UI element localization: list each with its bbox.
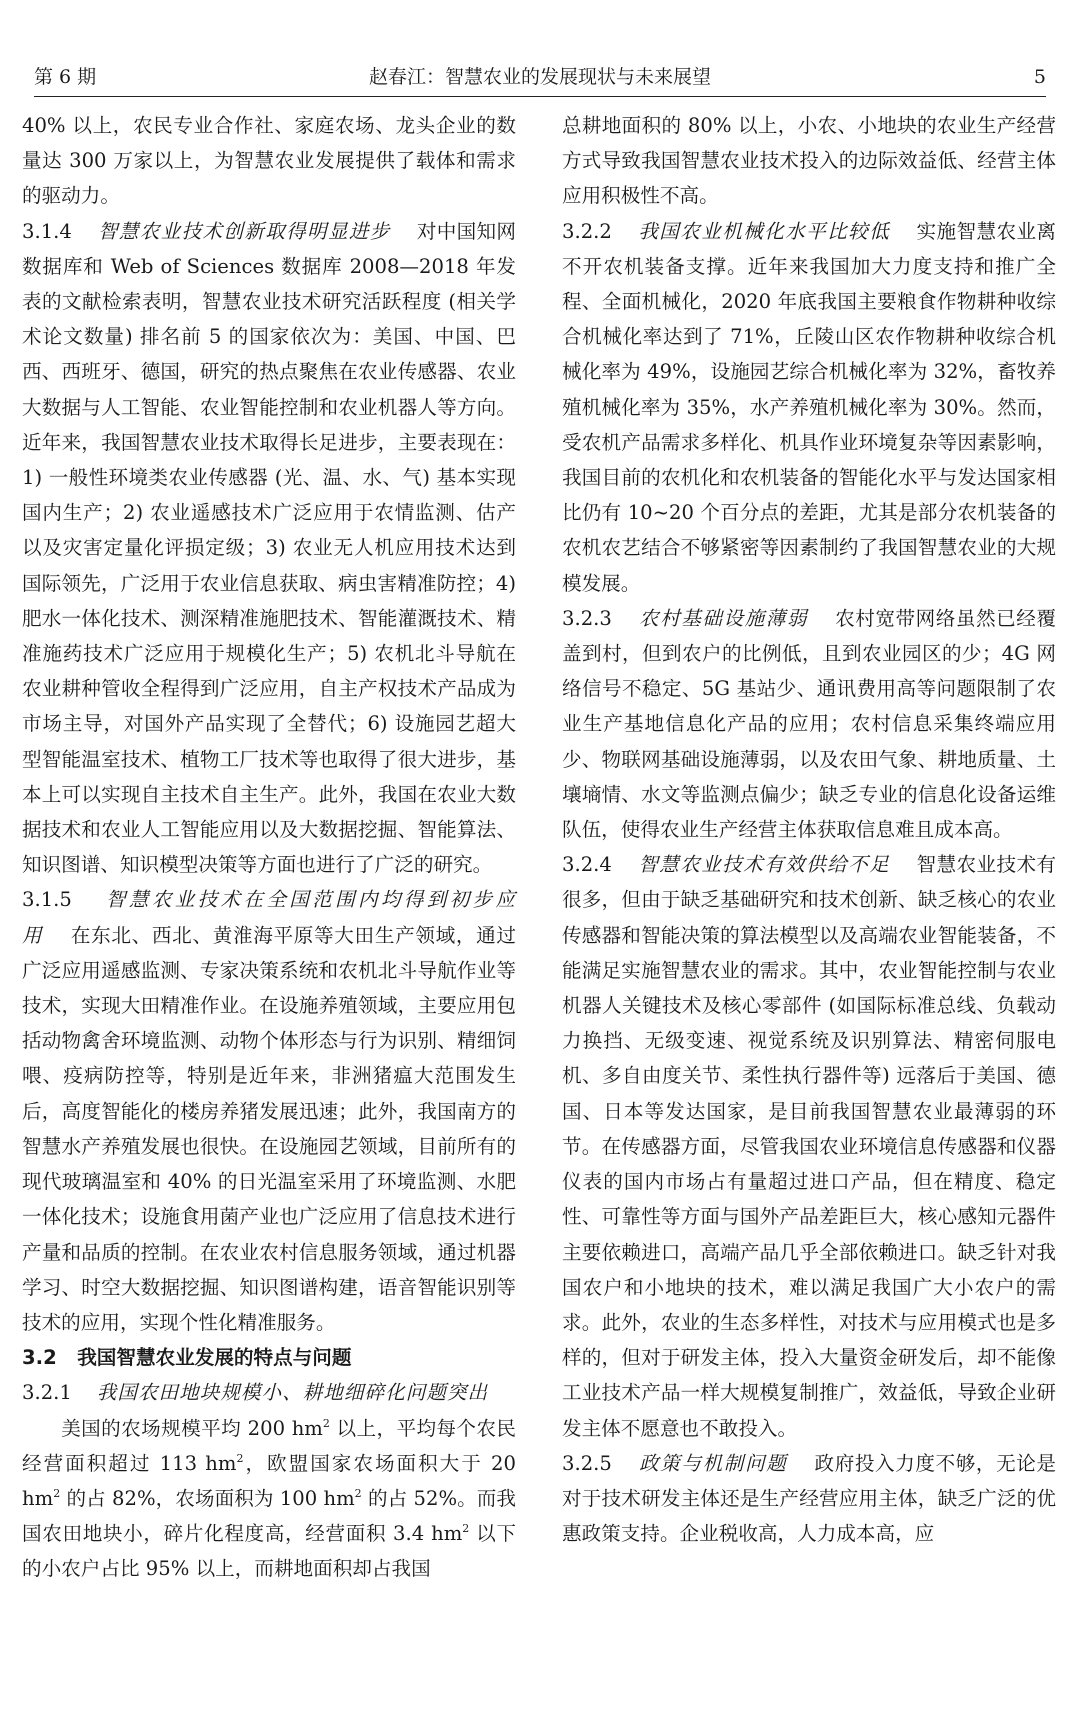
paragraph-continued: 总耕地面积的 80% 以上，小农、小地块的农业生产经营方式导致我国智慧农业技术投入的边际效益低、经营主体应用积极性不高。 (562, 114, 1056, 208)
section-number: 3.2.1 (22, 1381, 72, 1405)
superscript: 2 (53, 1486, 61, 1500)
running-title: 赵春江：智慧农业的发展现状与未来展望 (368, 66, 711, 88)
superscript: 2 (462, 1522, 470, 1536)
right-column (562, 108, 1056, 1551)
section-number: 3.2.2 (562, 219, 612, 243)
text-run: 的占 82%，农场面积为 100 hm (60, 1486, 355, 1510)
paragraph-continued: 40% 以上，农民专业合作社、家庭农场、龙头企业的数量达 300 万家以上，为智慧农业发展提供了载体和需求的驱动力。 (22, 114, 516, 208)
section-number: 3.1.5 (22, 888, 72, 912)
section-3-2-3 (562, 601, 1056, 847)
superscript: 2 (322, 1416, 330, 1430)
text-run: 以上，平均每个农民经营面积超过 113 hm (22, 1416, 516, 1475)
section-3-2-5 (562, 1446, 1056, 1552)
page-number: 5 (1033, 66, 1046, 88)
superscript: 2 (354, 1486, 362, 1500)
section-3-1-4 (22, 214, 516, 883)
section-3-2-4 (562, 847, 1056, 1445)
heading-title: 我国智慧农业发展的特点与问题 (77, 1346, 352, 1370)
left-column (22, 108, 516, 1587)
superscript: 2 (236, 1451, 244, 1465)
section-number: 3.2.5 (562, 1451, 612, 1475)
section-3-2-1-heading (22, 1375, 516, 1410)
section-heading-3-2 (22, 1340, 516, 1375)
section-body: 在东北、西北、黄淮海平原等大田生产领域，通过广泛应用遥感监测、专家决策系统和农机北斗导航作业等技术，实现大田精准作业。在设施养殖领域，主要应用包括动物禽舍环境监测、动物个体形态与行为识别、精细饲喂、疫病防控等，特别是近年来，非洲猪瘟大范围发生后，高度智能化的楼房养猪发展迅速；此外，我国南方的智慧水产养殖发展也很快。在设施园艺领域，目前所有的现代玻璃温室和 40% 的日光温室采用了环境监测、水肥一体化技术；设施食用菌产业也广泛应用了信息技术进行产量和品质的控制。在农业农村信息服务领域，通过机器学习、时空大数据挖掘、知识图谱构建，语音智能识别等技术的应用，实现个性化精准服务。 (22, 923, 516, 1334)
section-number: 3.2.3 (562, 606, 612, 630)
section-3-1-5 (22, 882, 516, 1340)
section-title: 智慧农业技术创新取得明显进步 (98, 219, 391, 243)
section-3-2-2 (562, 214, 1056, 601)
text-run: 美国的农场规模平均 200 hm (61, 1416, 323, 1440)
section-number: 3.1.4 (22, 219, 72, 243)
section-title: 智慧农业技术有效供给不足 (638, 853, 891, 877)
section-body: 智慧农业技术有很多，但由于缺乏基础研究和技术创新、缺乏核心的农业传感器和智能决策的算法模型以及高端农业智能装备，不能满足实施智慧农业的需求。其中，农业智能控制与农业机器人关键技术及核心零部件 (如国际标准总线、负载动力换挡、无级变速、视觉系统及识别算法、精密伺服电机、多自由度关节、柔性执行器件等) 远落后于美国、德国、日本等发达国家，是目前我国智慧农业最薄弱的环节。在传感器方面，尽管我国农业环境信息传感器和仪器仪表的国内市场占有量超过进口产品，但在精度、稳定性、可靠性等方面与国外产品差距巨大，核心感知元器件主要依赖进口，高端产品几乎全部依赖进口。缺乏针对我国农户和小地块的技术，难以满足我国广大小农户的需求。此外，农业的生态多样性，对技术与应用模式也是多样的，但对于研发主体，投入大量资金研发后，却不能像工业技术产品一样大规模复制推广，效益低，导致企业研发主体不愿意也不敢投入。 (562, 853, 1057, 1440)
section-body: 对中国知网数据库和 Web of Sciences 数据库 2008—2018 年发表的文献检索表明，智慧农业技术研究活跃程度 (相关学术论文数量) 排名前 5 的国家依次为：美国、中国、巴西、西班牙、德国，研究的热点聚焦在农业传感器、农业大数据与人工智能、农业智能控制和农业机器人等方向。近年来，我国智慧农业技术取得长足进步，主要表现在：1) 一般性环境类农业传感器 (光、温、水、气) 基本实现国内生产；2) 农业遥感技术广泛应用于农情监测、估产以及灾害定量化评损定级；3) 农业无人机应用技术达到国际领先，广泛用于农业信息获取、病虫害精准防控；4) 肥水一体化技术、测深精准施肥技术、智能灌溉技术、精准施药技术广泛应用于规模化生产；5) 农机北斗导航在农业耕种管收全程得到广泛应用，自主产权技术产品成为市场主导，对国外产品实现了全替代；6) 设施园艺超大型智能温室技术、植物工厂技术等也取得了很大进步，基本上可以实现自主技术自主生产。此外，我国在农业大数据技术和农业人工智能应用以及大数据挖掘、智能算法、知识图谱、知识模型决策等方面也进行了广泛的研究。 (22, 219, 517, 877)
section-body: 实施智慧农业离不开农机装备支撑。近年来我国加大力度支持和推广全程、全面机械化，2020 年底我国主要粮食作物耕种收综合机械化率达到了 71%，丘陵山区农作物耕种收综合机械化率为 49%，设施园艺综合机械化率为 32%，畜牧养殖机械化率为 35%，水产养殖机械化率为 30%。然而，受农机产品需求多样化、机具作业环境复杂等因素影响，我国目前的农机化和农机装备的智能化水平与发达国家相比仍有 10~20 个百分点的差距，尤其是部分农机装备的农机农艺结合不够紧密等因素制约了我国智慧农业的大规模发展。 (562, 219, 1057, 595)
section-title: 我国农田地块规模小、耕地细碎化问题突出 (96, 1381, 489, 1405)
text-run: ，欧盟国家农场面积大于 20 hm (22, 1451, 516, 1510)
section-number: 3.2.4 (562, 853, 612, 877)
text-run: 的占 52%。而我国农田地块小，碎片化程度高，经营面积 3.4 hm (22, 1486, 516, 1546)
section-body: 政府投入力度不够，无论是对于技术研发主体还是生产经营应用主体，缺乏广泛的优惠政策支持。企业税收高，人力成本高，应 (562, 1451, 1057, 1546)
section-title: 智慧农业技术在全国范围内均得到初步应用 (22, 888, 517, 947)
section-title: 农村基础设施薄弱 (638, 606, 808, 630)
section-3-2-1-body (22, 1411, 516, 1587)
heading-number: 3.2 (22, 1346, 57, 1370)
section-title: 政策与机制问题 (639, 1451, 788, 1475)
issue-label: 第 6 期 (34, 66, 97, 88)
section-title: 我国农业机械化水平比较低 (638, 219, 891, 243)
running-header (34, 62, 1046, 97)
text-run: 以下的小农户占比 95% 以上，而耕地面积却占我国 (22, 1522, 516, 1581)
section-body: 农村宽带网络虽然已经覆盖到村，但到农户的比例低，且到农业园区的少；4G 网络信号不稳定、5G 基站少、通讯费用高等问题限制了农业生产基地信息化产品的应用；农村信息采集终端应用少、物联网基础设施薄弱，以及农田气象、耕地质量、土壤墒情、水文等监测点偏少；缺乏专业的信息化设备运维队伍，使得农业生产经营主体获取信息难且成本高。 (562, 606, 1056, 842)
